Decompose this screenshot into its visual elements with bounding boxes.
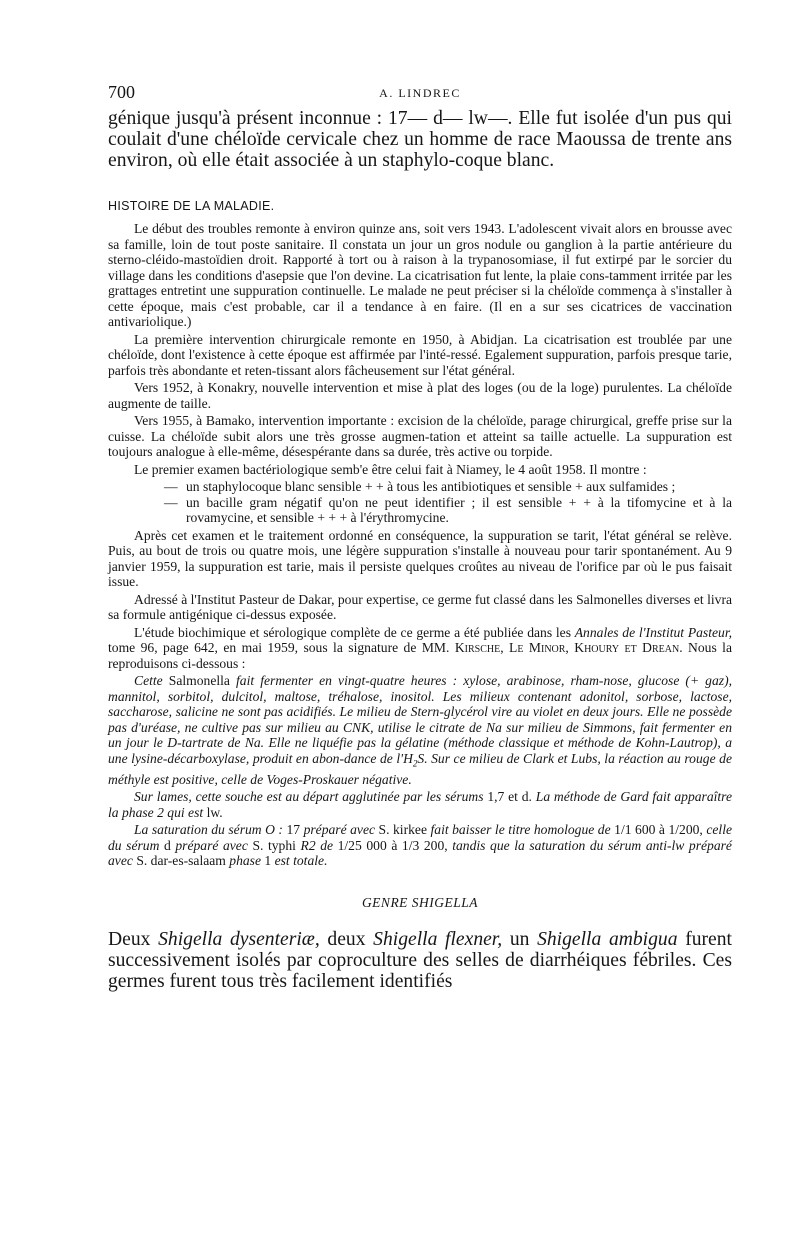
value: 1/25 000 à 1/3 200,	[337, 837, 448, 853]
running-head: A. LINDREC	[379, 86, 461, 100]
italic-text: est totale.	[274, 853, 328, 869]
italic-text: La saturation du sérum O :	[134, 822, 283, 838]
study-paragraph	[108, 625, 732, 672]
history-paragraph-2: La première intervention chirurgicale remonte en 1950, à Abidjan. La cicatrisation est troublée par une chéloïde, dont l'existence à cette époque est affirmée par l'inté-ressé. Egalement suppuration, parfois presque tarie, parfois très abondante et reten-tissant alors fâcheusement sur l'état général.	[108, 331, 732, 378]
italic-text: fait baisser le titre homologue de	[430, 822, 611, 838]
italic-text: fait fermenter en vingt-quatre heures : xylose, arabinose, rham-nose, glucose (+ gaz), mannitol, sorbitol, dulcitol, maltose, tréhalose, inositol. Les milieux contenant adonitol, sorbose, lactose, saccharose, salicine ne sont pas acidifiés. Le milieu de Stern-glycérol vire au violet en deux jours. Elle ne possède pas d'uréase, ne cultive pas sur milieu au CNK, utilise le citrate de Na sur milieu de Simmons, fait fermenter en un jour le D-tartrate de Na. Elle ne liquéfie pas la gélatine (méthode classique et méthode de Kohn-Lautrop), a une lysine-décarboxylase, produit en abon-dance de l'H	[108, 673, 732, 766]
after-paragraph-2: Adressé à l'Institut Pasteur de Dakar, pour expertise, ce germe fut classé dans les Salmonelles diverses et livra sa formule antigénique ci-dessus exposée.	[108, 591, 732, 622]
value: 17	[286, 822, 301, 838]
species-name: S. dar-es-salaam	[136, 853, 226, 869]
page	[108, 82, 732, 992]
body-text: Deux	[108, 928, 151, 950]
study-text: L'étude biochimique et sérologique complète de ce germe a été publiée dans les	[134, 624, 571, 640]
list-item-text: un staphylocoque blanc sensible + + à tous les antibiotiques et sensible + aux sulfamides ;	[186, 479, 676, 494]
list-item	[108, 495, 732, 526]
value: 1/1 600 à 1/200,	[614, 822, 703, 838]
list-dash: —	[164, 494, 178, 510]
history-paragraph-4: Vers 1955, à Bamako, intervention importante : excision de la chéloïde, parage chirurgical, greffe prise sur la cuisse. La chéloïde subit alors une très grosse augmen-tation et atteint sa taille actuelle. La suppuration est toujours analogue à elle-même, désespérante dans sa durée, très active ou torpide.	[108, 413, 732, 459]
study-text: tome 96, page 642, en mai 1959, sous la signature de MM.	[108, 640, 450, 655]
body-text: un	[509, 928, 530, 950]
italic-text: R2 de	[300, 837, 334, 853]
genus-name: Salmonella	[168, 673, 230, 688]
italic-text: S. Sur ce milieu de Clark et Lubs, la réaction au rouge de méthyle est positive, celle de Voges-Proskauer négative.	[108, 750, 732, 787]
page-header	[108, 82, 732, 108]
italic-text: Sur lames, cette souche est au départ agglutinée par les sérums	[134, 789, 484, 805]
italic-text: La méthode de Gard fait apparaître la phase 2 qui est	[108, 789, 733, 820]
after-paragraph-1: Après cet examen et le traitement ordonné en conséquence, la suppuration se tarit, l'état général se relève. Puis, au bout de trois ou quatre mois, une légère suppuration s'installe à nouveau pour tarir spontanément. Au 9 janvier 1959, la suppuration est tarie, mais il persiste quelques croûtes au niveau de l'orifice par où le pus faisait issue.	[108, 527, 732, 589]
species-name: Shigella flexner,	[373, 928, 503, 950]
italic-text: préparé avec	[175, 837, 248, 853]
species-name: S. typhi	[252, 837, 296, 853]
exam-results-list	[108, 479, 732, 526]
saturation-paragraph	[108, 822, 732, 869]
species-name: Shigella dysenteriæ,	[158, 928, 320, 950]
closing-paragraph	[108, 929, 732, 992]
page-number: 700	[108, 82, 135, 102]
species-name: Shigella ambigua	[537, 928, 678, 950]
body-text: furent successivement isolés par coproculture des selles de diarrhéiques fébriles. Ces germes furent tous très facilement identifiés	[108, 928, 732, 992]
italic-text: phase	[229, 853, 261, 869]
list-item-text: un bacille gram négatif qu'on ne peut identifier ; il est sensible + + à la tifomycine et à la rovamycine, et sensible + + + à l'érythromycine.	[186, 494, 732, 525]
species-name: S. kirkee	[378, 822, 427, 838]
agglutination-paragraph	[108, 789, 732, 820]
history-paragraph-3: Vers 1952, à Konakry, nouvelle intervention et mise à plat des loges (ou de la loge) purulentes. La chéloïde augmente de taille.	[108, 380, 732, 411]
list-item	[108, 479, 732, 495]
value: 1	[264, 853, 272, 869]
authors: Kirsche, Le Minor, Khoury et Drean.	[454, 640, 683, 655]
italic-text: préparé avec	[303, 822, 376, 838]
section-heading: HISTOIRE DE LA MALADIE.	[108, 199, 275, 213]
biochemistry-paragraph	[108, 673, 732, 787]
genre-heading: GENRE SHIGELLA	[361, 894, 479, 910]
italic-text: Cette	[134, 673, 163, 688]
history-paragraph-5: Le premier examen bactériologique semb'e être celui fait à Niamey, le 4 août 1958. Il montre :	[134, 461, 647, 477]
value: d	[163, 837, 171, 853]
italic-text: celle du sérum	[108, 822, 733, 853]
history-paragraph-1: Le début des troubles remonte à environ quinze ans, soit vers 1943. L'adolescent vivait alors en brousse avec sa famille, loin de tout poste sanitaire. Il constata un jour un gros nodule ou ganglion à la partie antérieure du sterno-cléido-mastoïdien droit. Rapporté à tort ou à raison à la trypanosomiase, il fut extirpé par le sorcier du village dans les conditions d'asepsie que l'on devine. La cicatrisation fut lente, la plaie cons-tamment irritée par les grattages entretint une suppuration continuelle. Le malade ne peut préciser si la chéloïde commença à s'installer à cette époque, mais c'est probable, car il a tendance à en faire. (Il en a sur ses cicatrices de vaccination antivariolique.)	[108, 221, 732, 329]
list-dash: —	[164, 479, 178, 494]
subscript: 2	[412, 758, 418, 769]
italic-text: tandis que la saturation du sérum anti-lw préparé avec	[108, 837, 732, 869]
body-text: deux	[327, 928, 366, 950]
journal-title: Annales de l'Institut Pasteur,	[574, 624, 733, 640]
phase-value: lw.	[206, 804, 223, 820]
intro-paragraph: génique jusqu'à présent inconnue : 17— d— lw—. Elle fut isolée d'un pus qui coulait d'une chéloïde cervicale chez un homme de race Maoussa de trente ans environ, où elle était associée à un staphylo-coque blanc.	[108, 108, 732, 171]
study-text: Nous la reproduisons ci-dessous :	[108, 640, 732, 671]
serum-values: 1,7 et d.	[487, 789, 532, 805]
